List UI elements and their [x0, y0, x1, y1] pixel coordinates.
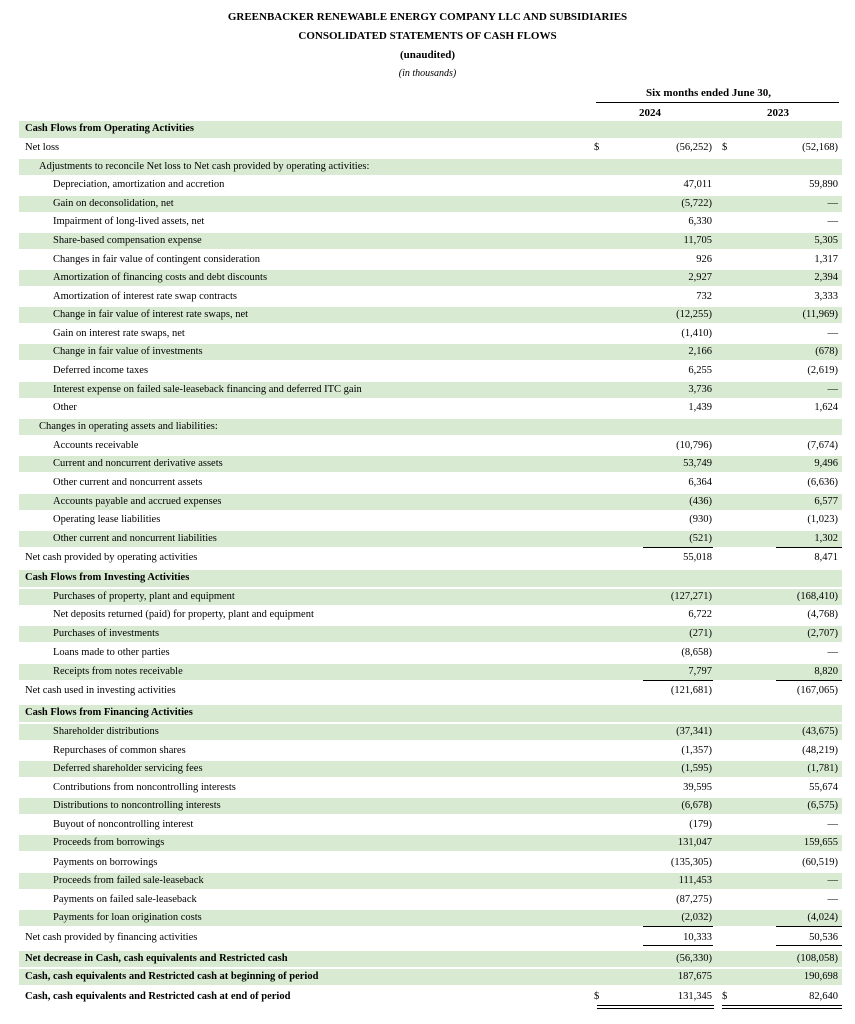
- value-2024: (271): [689, 628, 712, 639]
- row-label: Gain on deconsolidation, net: [53, 198, 174, 209]
- value-2024: 39,595: [683, 782, 712, 793]
- row-label: Contributions from noncontrolling interests: [53, 782, 236, 793]
- table-row: [19, 910, 842, 926]
- row-label: Payments on failed sale-leaseback: [53, 894, 197, 905]
- row-label: Changes in fair value of contingent consideration: [53, 254, 261, 265]
- subtotal-rule: [643, 547, 713, 548]
- table-row: [19, 780, 842, 795]
- value-2024: (37,341): [676, 726, 712, 737]
- row-label: Net cash provided by operating activities: [25, 552, 198, 563]
- value-2023: (678): [815, 346, 838, 357]
- dollar-sign-2024: $: [594, 142, 600, 153]
- row-label: Loans made to other parties: [53, 647, 170, 658]
- row-label: Share-based compensation expense: [53, 235, 202, 246]
- table-row: [19, 835, 842, 851]
- value-2023: (6,636): [807, 477, 838, 488]
- value-2023: 3,333: [814, 291, 838, 302]
- row-label: Net cash used in investing activities: [25, 685, 176, 696]
- table-row: [19, 177, 842, 192]
- table-row: [19, 382, 842, 398]
- value-2024: 6,255: [688, 365, 712, 376]
- value-2024: 732: [696, 291, 712, 302]
- subtotal-rule: [776, 547, 842, 548]
- value-2023: 1,624: [814, 402, 838, 413]
- row-label: Change in fair value of investments: [53, 346, 203, 357]
- table-row: [19, 626, 842, 642]
- row-label: Buyout of noncontrolling interest: [53, 819, 194, 830]
- table-row: [19, 438, 842, 453]
- value-2023: (43,675): [802, 726, 838, 737]
- row-label: Deferred shareholder servicing fees: [53, 763, 203, 774]
- table-row: [19, 550, 842, 565]
- value-2023: (48,219): [802, 745, 838, 756]
- row-label: Purchases of investments: [53, 628, 160, 639]
- value-2023: (1,023): [807, 514, 838, 525]
- value-2023: —: [827, 894, 838, 905]
- row-label: Depreciation, amortization and accretion: [53, 179, 225, 190]
- unaudited-note: (unaudited): [399, 49, 456, 61]
- value-2024: (1,410): [681, 328, 712, 339]
- table-row: [19, 607, 842, 622]
- value-2024: 1,439: [688, 402, 712, 413]
- subtotal-rule: [643, 926, 713, 927]
- row-label: Net deposits returned (paid) for property, plant and equipment: [53, 609, 314, 620]
- value-2023: (4,024): [807, 912, 838, 923]
- table-row: [19, 326, 842, 341]
- value-2023: (167,065): [796, 685, 838, 696]
- table-row: [19, 645, 842, 660]
- value-2024: 187,675: [677, 971, 712, 982]
- row-label: Interest expense on failed sale-leaseback financing and deferred ITC gain: [53, 384, 362, 395]
- value-2024: (2,032): [681, 912, 712, 923]
- row-label: Payments on borrowings: [53, 857, 158, 868]
- value-2023: —: [827, 647, 838, 658]
- value-2024: (87,275): [676, 894, 712, 905]
- value-2023: (6,575): [807, 800, 838, 811]
- table-row: [19, 892, 842, 907]
- value-2024: 3,736: [688, 384, 712, 395]
- table-row: [19, 270, 842, 286]
- row-label: Amortization of financing costs and debt discounts: [53, 272, 268, 283]
- value-2023: 9,496: [814, 458, 838, 469]
- value-2024: 6,364: [688, 477, 712, 488]
- value-2023: —: [827, 875, 838, 886]
- table-row: [19, 196, 842, 212]
- table-row: [19, 159, 842, 175]
- value-2023: 8,471: [814, 552, 838, 563]
- value-2024: 926: [696, 254, 712, 265]
- table-row: [19, 475, 842, 490]
- row-label: Other current and noncurrent liabilities: [53, 533, 217, 544]
- table-row: [19, 951, 842, 967]
- row-label: Deferred income taxes: [53, 365, 149, 376]
- row-label: Accounts receivable: [53, 440, 139, 451]
- table-row: [19, 873, 842, 889]
- value-2024: 47,011: [683, 179, 712, 190]
- year-2023-header: 2023: [767, 107, 789, 119]
- value-2023: 1,302: [814, 533, 838, 544]
- table-row: [19, 683, 842, 698]
- table-row: [19, 817, 842, 832]
- value-2023: —: [827, 384, 838, 395]
- value-2024: (1,595): [681, 763, 712, 774]
- period-header: Six months ended June 30,: [646, 87, 772, 99]
- value-2024: (121,681): [670, 685, 712, 696]
- value-2023: 59,890: [809, 179, 838, 190]
- value-2023: (2,707): [807, 628, 838, 639]
- row-label: Other current and noncurrent assets: [53, 477, 203, 488]
- table-row: [19, 512, 842, 527]
- value-2023: 190,698: [803, 971, 838, 982]
- value-2023: 50,536: [809, 932, 838, 943]
- value-2023: (11,969): [802, 309, 838, 320]
- table-row: [19, 233, 842, 249]
- dollar-sign-2024: $: [594, 991, 600, 1002]
- value-2024: 6,722: [688, 609, 712, 620]
- table-row: [19, 664, 842, 680]
- year-2024-header: 2024: [639, 107, 661, 119]
- row-label: Amortization of interest rate swap contracts: [53, 291, 237, 302]
- value-2024: (8,658): [681, 647, 712, 658]
- row-label: Net loss: [25, 142, 60, 153]
- row-label: Accounts payable and accrued expenses: [53, 496, 222, 507]
- value-2023: 5,305: [814, 235, 838, 246]
- value-2023: 8,820: [814, 666, 838, 677]
- row-label: Cash, cash equivalents and Restricted cash at beginning of period: [25, 971, 319, 982]
- table-row: [19, 989, 842, 1005]
- dollar-sign-2023: $: [722, 991, 728, 1002]
- value-2023: —: [827, 198, 838, 209]
- value-2024: 131,047: [677, 837, 712, 848]
- row-label: Net decrease in Cash, cash equivalents and Restricted cash: [25, 953, 288, 964]
- row-label: Proceeds from borrowings: [53, 837, 165, 848]
- value-2024: (436): [689, 496, 712, 507]
- value-2024: 111,453: [678, 875, 712, 886]
- value-2023: (52,168): [802, 142, 838, 153]
- company-name: GREENBACKER RENEWABLE ENERGY COMPANY LLC AND SUBSIDIARIES: [227, 11, 628, 23]
- row-label: Current and noncurrent derivative assets: [53, 458, 223, 469]
- value-2023: (108,058): [796, 953, 838, 964]
- value-2024: (179): [689, 819, 712, 830]
- value-2023: —: [827, 328, 838, 339]
- table-row: [19, 589, 842, 605]
- row-label: Payments for loan origination costs: [53, 912, 202, 923]
- subtotal-rule: [643, 945, 713, 946]
- value-2024: 55,018: [683, 552, 712, 563]
- value-2024: (6,678): [681, 800, 712, 811]
- value-2024: 6,330: [688, 216, 712, 227]
- section-header: [19, 570, 842, 587]
- value-2023: —: [827, 819, 838, 830]
- value-2023: (168,410): [796, 591, 838, 602]
- value-2024: (930): [689, 514, 712, 525]
- section-header: [19, 705, 842, 722]
- table-row: [19, 930, 842, 945]
- value-2023: (7,674): [807, 440, 838, 451]
- subtotal-rule: [776, 945, 842, 946]
- value-2023: (2,619): [807, 365, 838, 376]
- row-label: Cash, cash equivalents and Restricted cash at end of period: [25, 991, 291, 1002]
- total-double-rule: [722, 1005, 842, 1009]
- row-label: Repurchases of common shares: [53, 745, 186, 756]
- total-double-rule: [597, 1005, 714, 1009]
- table-row: [19, 494, 842, 510]
- row-label: Gain on interest rate swaps, net: [53, 328, 185, 339]
- value-2024: 2,927: [688, 272, 712, 283]
- row-label: Cash Flows from Financing Activities: [25, 707, 193, 718]
- value-2023: 2,394: [814, 272, 838, 283]
- section-header: [19, 121, 842, 138]
- value-2023: 1,317: [814, 254, 838, 265]
- row-label: Purchases of property, plant and equipment: [53, 591, 235, 602]
- value-2024: 53,749: [683, 458, 712, 469]
- value-2023: 6,577: [814, 496, 838, 507]
- value-2023: 82,640: [809, 991, 838, 1002]
- row-label: Shareholder distributions: [53, 726, 159, 737]
- table-row: [19, 214, 842, 229]
- value-2024: (1,357): [681, 745, 712, 756]
- row-label: Cash Flows from Investing Activities: [25, 572, 190, 583]
- value-2024: 11,705: [683, 235, 712, 246]
- value-2024: 10,333: [683, 932, 712, 943]
- table-row: [19, 456, 842, 472]
- table-row: [19, 289, 842, 304]
- value-2024: (56,330): [676, 953, 712, 964]
- row-label: Cash Flows from Operating Activities: [25, 123, 194, 134]
- table-row: [19, 743, 842, 758]
- value-2023: —: [827, 216, 838, 227]
- value-2024: (10,796): [676, 440, 712, 451]
- table-row: [19, 363, 842, 378]
- value-2023: 55,674: [809, 782, 838, 793]
- value-2024: (127,271): [670, 591, 712, 602]
- table-row: [19, 724, 842, 740]
- value-2024: (12,255): [676, 309, 712, 320]
- table-row: [19, 344, 842, 360]
- table-row: [19, 419, 842, 435]
- row-label: Net cash provided by financing activities: [25, 932, 198, 943]
- value-2024: (56,252): [676, 142, 712, 153]
- units-note: (in thousands): [398, 68, 457, 79]
- table-row: [19, 140, 842, 155]
- table-row: [19, 400, 842, 415]
- table-row: [19, 798, 842, 814]
- row-label: Operating lease liabilities: [53, 514, 161, 525]
- row-label: Receipts from notes receivable: [53, 666, 183, 677]
- value-2023: 159,655: [803, 837, 838, 848]
- table-row: [19, 307, 842, 323]
- value-2024: 2,166: [688, 346, 712, 357]
- value-2024: (135,305): [670, 857, 712, 868]
- row-label: Impairment of long-lived assets, net: [53, 216, 205, 227]
- table-row: [19, 969, 842, 985]
- subtotal-rule: [776, 926, 842, 927]
- table-row: [19, 761, 842, 777]
- row-label: Adjustments to reconcile Net loss to Net cash provided by operating activities:: [39, 161, 370, 172]
- dollar-sign-2023: $: [722, 142, 728, 153]
- value-2024: 7,797: [688, 666, 712, 677]
- subtotal-rule: [776, 680, 842, 681]
- table-row: [19, 252, 842, 267]
- row-label: Distributions to noncontrolling interests: [53, 800, 221, 811]
- table-row: [19, 855, 842, 870]
- row-label: Other: [53, 402, 77, 413]
- value-2023: (4,768): [807, 609, 838, 620]
- value-2024: (521): [689, 533, 712, 544]
- row-label: Changes in operating assets and liabilities:: [39, 421, 218, 432]
- value-2023: (60,519): [802, 857, 838, 868]
- value-2024: (5,722): [681, 198, 712, 209]
- table-row: [19, 531, 842, 547]
- row-label: Change in fair value of interest rate swaps, net: [53, 309, 249, 320]
- value-2023: (1,781): [807, 763, 838, 774]
- statement-title: CONSOLIDATED STATEMENTS OF CASH FLOWS: [298, 30, 557, 42]
- value-2024: 131,345: [677, 991, 712, 1002]
- row-label: Proceeds from failed sale-leaseback: [53, 875, 204, 886]
- subtotal-rule: [643, 680, 713, 681]
